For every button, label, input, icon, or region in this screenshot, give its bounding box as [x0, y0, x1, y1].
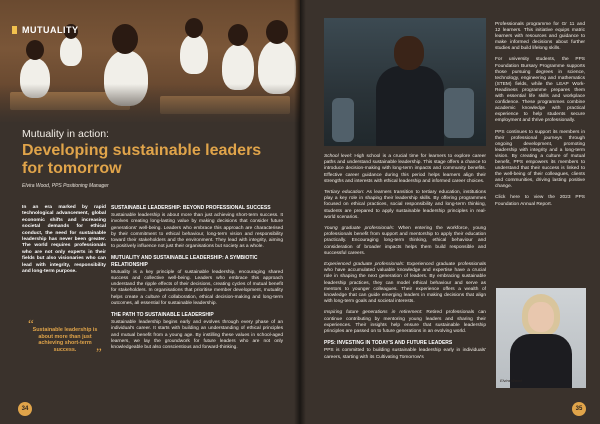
career-stage-paragraph: School level: High school is a crucial time for learners to explore career paths and understand sustainable leadership. This stage offers a chance to introduce decision-making with long-term impacts and community benefits. Effective career guidance during this period helps learners align their strengths and interests with ethical leadership and informed career choices.: [324, 154, 486, 184]
author-photo: [496, 288, 586, 388]
side-paragraph: Professionals programme for Gr 11 and 12 learners. This initiative equips matric learners with resources and guidance to make informed decisions about further studies and build lifelong skills.: [495, 22, 585, 52]
section-marker: [12, 26, 17, 34]
quote-close-icon: ”: [96, 345, 102, 360]
article-intro: In an era marked by rapid technological advancement, global economic shifts and increasing societal demands for ethical conduct, the need for sustainable leadership has never been greater. The world requires professionals who are not only experts in their fields but also visionaries who can lead with integrity, responsibility and long-term purpose.: [22, 205, 106, 275]
career-stage-paragraph: Young graduate professionals: When entering the workforce, young professionals benefit from support and mentorship to apply their education practically. Encouraging long-term thinking, ethical behaviour and consideration of broader impacts helps them build responsible and successful careers.: [324, 226, 486, 256]
section-heading: PPS: INVESTING IN TODAY'S AND FUTURE LEADERS: [324, 340, 453, 347]
spread-gutter: [294, 0, 306, 424]
career-stage-paragraph: Inspiring future generations in retirement: Retired professionals can continue contributing by mentoring young leaders and sharing their experiences. Their insights help ensure that sustainable leadership principles are passed on to future generations in an evolving world.: [324, 310, 486, 335]
article-byline: Elvira Wood, PPS Positioning Manager: [22, 183, 109, 189]
photo-caption: Elvira Wood: [500, 378, 522, 383]
page-number: 34: [18, 402, 32, 416]
right-page: [300, 0, 600, 424]
side-paragraph: For university students, the PPS Foundation Bursary Programme supports those pursuing degrees in science, technology, engineering and mathematics (STEM) fields, while the LEAP Work-Readiness programme prepares them with essential life skills and workplace confidence. These programmes combine academic knowledge with practical experience to help students secure employment and thrive professionally.: [495, 57, 585, 124]
section-body: Mutuality is a key principle of sustainable leadership, encouraging shared success and collective well-being. Leaders who embrace this approach understand the ripple effects of their decisions, creating cycles of mutual benefit for stakeholders. In organisations that prioritise member development, mutuality helps create a culture of collaboration, ethical decision-making and long-term outcomes, all essential for sustainable leadership.: [111, 269, 283, 306]
career-stage-paragraph: Tertiary education: As learners transition to tertiary education, institutions play a key role in shaping their leadership skills. By offering programmes focused on ethical practices, social responsibility and long-term thinking, students are prepared to apply sustainable leadership principles in real-world scenarios.: [324, 190, 486, 220]
portrait-photo: [324, 18, 486, 146]
article-kicker: Mutuality in action:: [22, 128, 109, 140]
section-body: Sustainable leadership is about more than just achieving short-term success. It involves creating long-lasting value by making decisions that consider future generations' well-being. Leaders who embrace this approach are characterised by their commitment to ethical behaviour, long-term vision and responsibility toward their stakeholders and the environment. They lead with integrity, aiming to positively influence not just their organisations but society as a whole.: [111, 213, 283, 250]
article-headline: Developing sustainable leaders for tomorrow: [22, 142, 262, 177]
quote-open-icon: “: [28, 316, 34, 331]
section-heading: MUTUALITY AND SUSTAINABLE LEADERSHIP: A SYMBIOTIC RELATIONSHIP: [111, 255, 258, 268]
career-stage-paragraph: Experienced graduate professionals: Experienced graduate professionals who have accumulated valuable knowledge and expertise have a crucial role in shaping the next generation of leaders. By embracing sustainable leadership practices, they can model ethical behaviour and serve as mentors to younger colleagues. Their experience offers a wealth of knowledge that can guide emerging leaders in making decisions that align with long-term goals and societal interests.: [324, 262, 486, 305]
annual-report-link[interactable]: Click here to view the 2023 PPS Foundation Annual Report.: [495, 195, 585, 207]
page-number: 35: [572, 402, 586, 416]
section-body: PPS is committed to building sustainable leadership early in individuals' careers, starting with its Cultivating Tomorrow's: [324, 348, 486, 360]
section-heading: SUSTAINABLE LEADERSHIP: BEYOND PROFESSIONAL SUCCESS: [111, 205, 271, 211]
right-main-column: [324, 154, 486, 366]
section-body: Sustainable leadership begins early and evolves through every phase of an individual's career. It starts with building an understanding of ethical principles and mutual benefit from a young age. By instilling these values in school-aged learners, we lay the groundwork for future leaders who are not only knowledgeable but also conscientious and forward-thinking.: [111, 320, 283, 351]
pull-quote: Sustainable leadership is about more than just achieving short-term success.: [32, 327, 98, 353]
right-side-column: [495, 22, 585, 213]
left-main-column: [111, 205, 283, 356]
section-heading: THE PATH TO SUSTAINABLE LEADERSHIP: [111, 312, 214, 319]
classroom-photo: [0, 0, 300, 122]
section-tag: MUTUALITY: [22, 25, 79, 35]
side-paragraph: PPS continues to support its members in their professional journeys through ongoing development, promoting leadership with integrity and a long-term vision. By creating a culture of mutual benefit, PPS empowers its members to understand that their success is linked to the well-being of their colleagues, clients and communities, driving lasting positive change.: [495, 129, 585, 190]
